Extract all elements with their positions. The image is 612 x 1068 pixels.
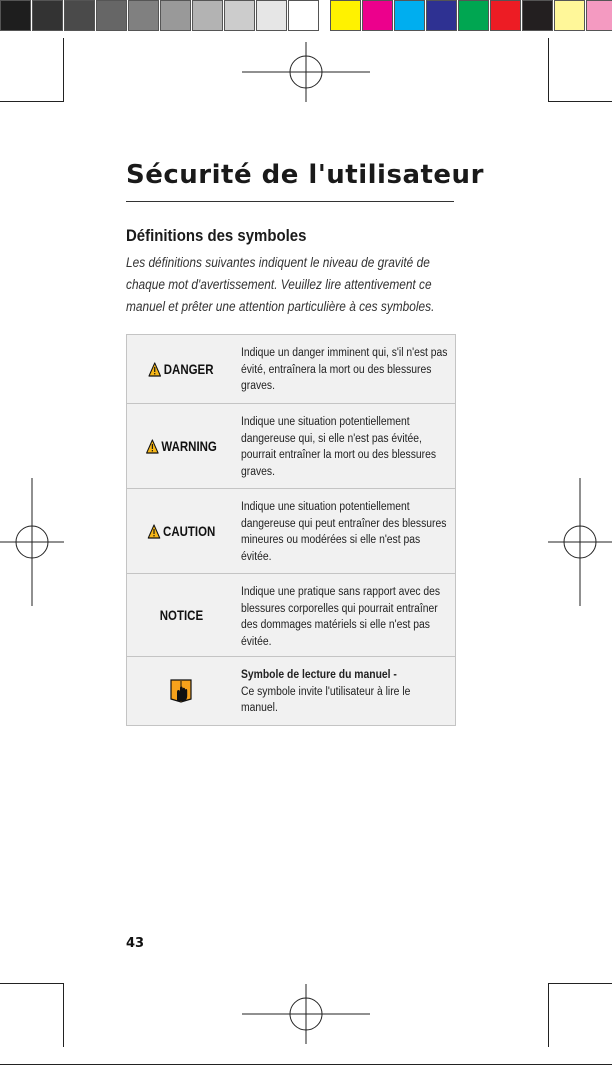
symbol-cell <box>127 404 235 488</box>
registration-mark-right-icon <box>548 478 612 606</box>
title-divider <box>126 201 454 202</box>
warning-triangle-icon <box>145 439 158 454</box>
warning-badge <box>145 438 216 454</box>
color-swatch <box>394 0 425 31</box>
gray-swatch <box>64 0 95 31</box>
description-cell <box>235 489 455 573</box>
section-title: Définitions des symboles <box>126 226 307 245</box>
gray-swatch <box>192 0 223 31</box>
gray-swatch <box>32 0 63 31</box>
notice-badge <box>159 607 202 623</box>
table-row <box>127 489 455 574</box>
description-cell <box>235 657 455 725</box>
registration-mark-left-icon <box>0 478 64 606</box>
danger-label: DANGER <box>163 361 214 377</box>
warning-label: WARNING <box>161 438 217 454</box>
caution-badge <box>147 523 215 539</box>
notice-description: Indique une pratique sans rapport avec des blessures corporelles qui pourrait entraîner des dommages matériels si elle n'est pas évitée. <box>241 586 441 648</box>
gray-swatch <box>288 0 319 31</box>
gray-swatch <box>160 0 191 31</box>
gray-swatch <box>128 0 159 31</box>
read-manual-description: Ce symbole invite l'utilisateur à lire le manuel. <box>241 685 411 714</box>
symbol-cell <box>127 335 235 403</box>
registration-mark-bottom-icon <box>242 984 370 1044</box>
read-manual-icon <box>168 678 194 704</box>
description-cell <box>235 404 455 488</box>
color-swatch <box>330 0 361 31</box>
page-number: 43 <box>126 936 145 951</box>
notice-label: NOTICE <box>159 607 203 623</box>
gray-swatch <box>224 0 255 31</box>
caution-description: Indique une situation potentiellement dangereuse qui peut entraîner des blessures mineures ou modérées si elle n'est pas évitée. <box>241 501 447 563</box>
read-manual-heading: Symbole de lecture du manuel - <box>241 669 397 681</box>
bottom-trim-line <box>0 1064 612 1065</box>
gray-swatch <box>256 0 287 31</box>
intro-paragraph: Les définitions suivantes indiquent le niveau de gravité de chaque mot d'avertissement. Veuillez lire attentivement ce manuel et prêter une attention particulière à ces symboles. <box>126 255 435 314</box>
symbol-cell <box>127 657 235 725</box>
description-cell <box>235 574 455 656</box>
registration-mark-top-icon <box>242 42 370 102</box>
color-swatch <box>522 0 553 31</box>
color-swatch <box>362 0 393 31</box>
color-swatch <box>426 0 457 31</box>
page-title: Sécurité de l'utilisateur <box>126 160 484 190</box>
color-swatch <box>490 0 521 31</box>
warning-triangle-icon <box>148 362 161 377</box>
gray-swatch <box>0 0 31 31</box>
color-swatch <box>586 0 612 31</box>
symbol-cell <box>127 489 235 573</box>
caution-label: CAUTION <box>162 523 215 539</box>
color-calibration-bar <box>0 0 612 33</box>
table-row <box>127 657 455 725</box>
warning-triangle-icon <box>147 524 160 539</box>
color-swatch <box>458 0 489 31</box>
table-row <box>127 574 455 657</box>
danger-description: Indique un danger imminent qui, s'il n'est pas évité, entraînera la mort ou des blessures graves. <box>241 347 448 392</box>
color-swatch <box>554 0 585 31</box>
description-cell <box>235 335 455 403</box>
warning-description: Indique une situation potentiellement dangereuse qui, si elle n'est pas évitée, pourrait entraîner la mort ou des blessures graves. <box>241 416 437 478</box>
gray-swatch <box>96 0 127 31</box>
symbol-definitions-table <box>126 334 456 726</box>
symbol-cell <box>127 574 235 656</box>
table-row <box>127 335 455 404</box>
table-row <box>127 404 455 489</box>
danger-badge <box>148 361 213 377</box>
